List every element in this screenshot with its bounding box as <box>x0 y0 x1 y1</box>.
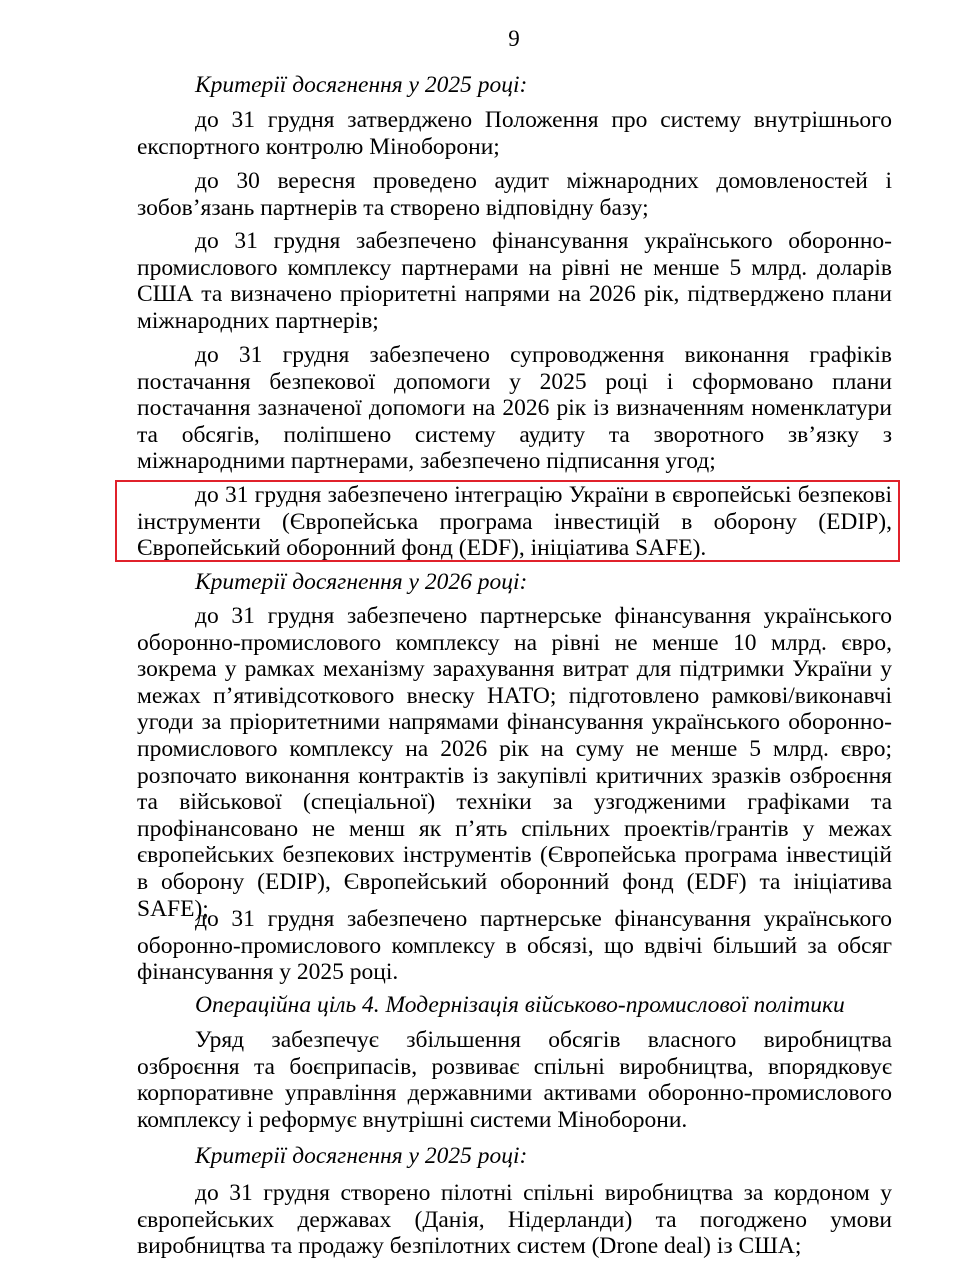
objective-heading-4: Операційна ціль 4. Модернізація військово-промислової політики <box>195 992 845 1018</box>
paragraph-eu-integration: до 31 грудня забезпечено інтеграцію України в європейські безпекові інструменти (Європейська програма інвестицій в оборону (EDIP), Європейський оборонний фонд (EDF), ініціатива SAFE). <box>137 482 892 562</box>
paragraph-financing-2025: до 31 грудня забезпечено фінансування українського оборонно-промислового комплексу партнерами на рівні не менше 5 млрд. доларів США та визначено пріоритетні напрями на 2026 рік, підтверджено плани міжнародних партнерів; <box>137 228 892 334</box>
paragraph-joint-production: до 31 грудня створено пілотні спільні виробництва за кордоном у європейських державах (Данія, Нідерланди) та погоджено умови виробництва та продажу безпілотних систем (Drone deal) із США; <box>137 1180 892 1260</box>
page-number: 9 <box>508 26 520 51</box>
criteria-heading-2025-b: Критерії досягнення у 2025 році: <box>195 1143 528 1169</box>
paragraph-export-control: до 31 грудня затверджено Положення про систему внутрішнього експортного контролю Міноборони; <box>137 107 892 160</box>
criteria-heading-2026: Критерії досягнення у 2026 році: <box>195 569 528 595</box>
criteria-heading-2025: Критерії досягнення у 2025 році: <box>195 72 528 98</box>
paragraph-government-production: Уряд забезпечує збільшення обсягів власного виробництва озброєння та боєприпасів, розвиває спільні виробництва, впорядковує корпоративне управління державними активами оборонно-промислового комплексу і реформує внутрішні системи Міноборони. <box>137 1027 892 1133</box>
paragraph-audit: до 30 вересня проведено аудит міжнародних домовленостей і зобов’язань партнерів та створено відповідну базу; <box>137 168 892 221</box>
paragraph-financing-double: до 31 грудня забезпечено партнерське фінансування українського оборонно-промислового комплексу в обсязі, що вдвічі більший за обсяг фінансування у 2025 році. <box>137 906 892 986</box>
paragraph-security-assistance: до 31 грудня забезпечено супроводження виконання графіків постачання безпекової допомоги у 2025 році і сформовано плани постачання зазначеної допомоги на 2026 рік із визначенням номенклатури та обсягів, поліпшено систему аудиту та зворотного зв’язку з міжнародними партнерами, забезпечено підписання угод; <box>137 342 892 475</box>
highlight-box <box>115 480 900 562</box>
paragraph-financing-2026: до 31 грудня забезпечено партнерське фінансування українського оборонно-промислового комплексу на рівні не менше 10 млрд. євро, зокрема у рамках механізму зарахування витрат для підтримки України у межах п’ятивідсоткового внеску НАТО; підготовлено рамкові/виконавчі угоди за пріоритетними напрямами фінансування українського оборонно-промислового комплексу на 2026 рік на суму не менше 5 млрд. євро; розпочато виконання контрактів із закупівлі критичних зразків озброєння та військової (спеціальної) техніки за узгодженими графіками та профінансовано не менш як п’ять спільних проектів/грантів у межах європейських безпекових інструментів (Європейська програма інвестицій в оборону (EDIP), Європейський оборонний фонд (EDF) та ініціатива SAFE); <box>137 603 892 922</box>
